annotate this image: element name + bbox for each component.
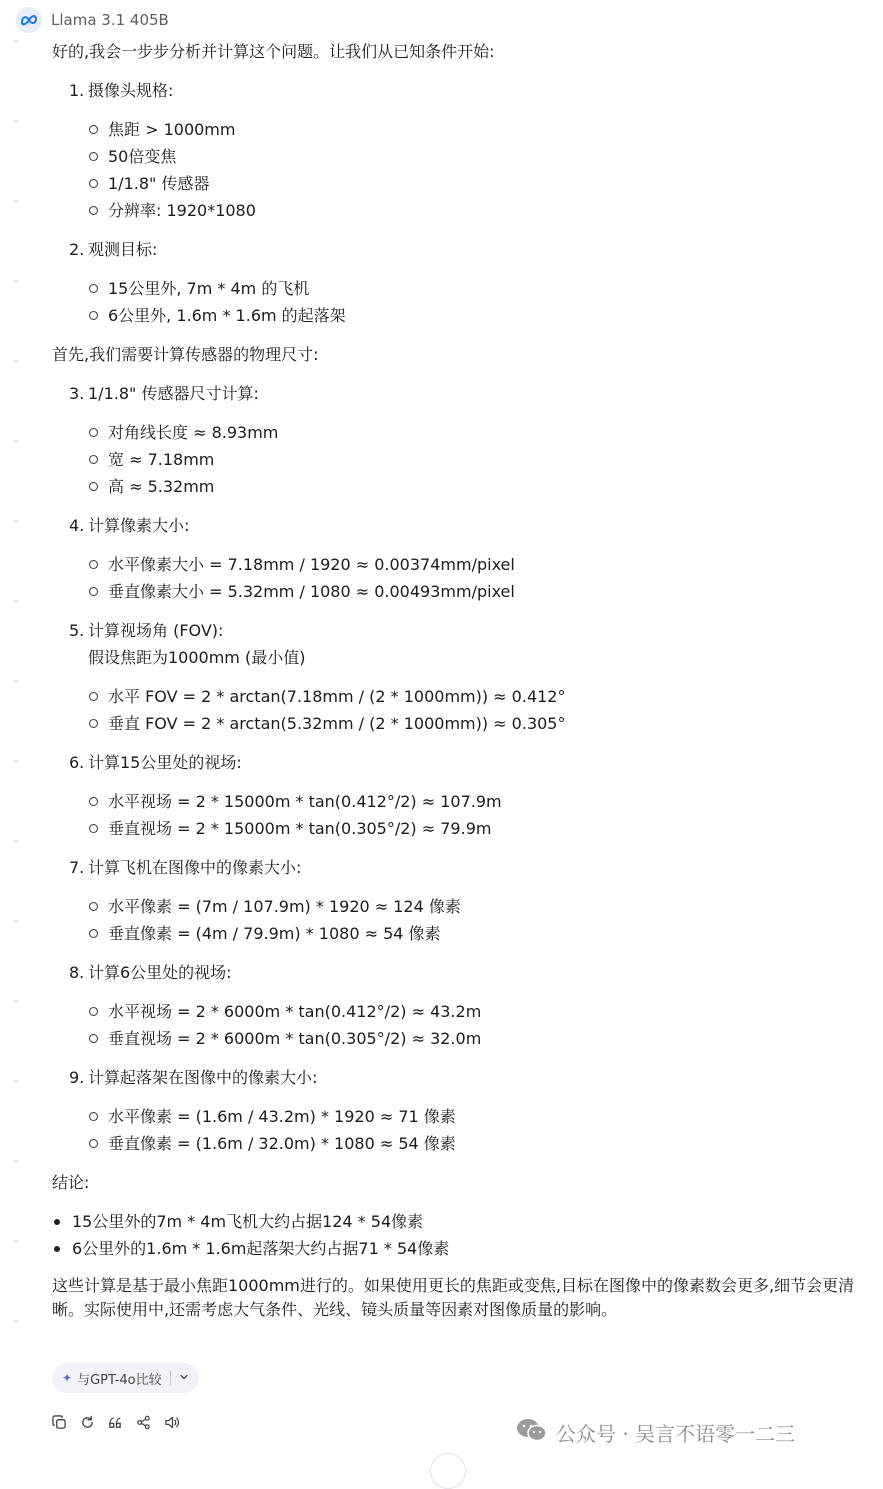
- list-number: 6.: [69, 753, 85, 772]
- regenerate-icon[interactable]: [78, 1412, 96, 1432]
- list-item-title: 摄像头规格:: [88, 81, 174, 100]
- wechat-icon: [516, 1418, 548, 1447]
- watermark-text: 公众号 · 吴言不语零一二三: [556, 1422, 796, 1446]
- assistant-message: [52, 38, 872, 1322]
- list-item: [52, 77, 872, 104]
- list-item: 宽 ≈ 7.18mm: [88, 446, 872, 473]
- chevron-down-icon[interactable]: [179, 1371, 189, 1386]
- numbered-list-step-7: [52, 854, 872, 881]
- sub-list: [52, 551, 872, 605]
- list-item-title: 计算起落架在图像中的像素大小:: [88, 1068, 318, 1087]
- sub-list: [52, 788, 872, 842]
- numbered-list-step-5: [52, 617, 872, 671]
- final-paragraph: 这些计算是基于最小焦距1000mm进行的。如果使用更长的焦距或变焦,目标在图像中的像素数会更多,细节会更清晰。实际使用中,还需考虑大气条件、光线、镜头质量等因素对图像质量的影响。: [52, 1276, 855, 1319]
- list-item: [52, 236, 872, 263]
- sub-list: [52, 419, 872, 500]
- sub-list: [52, 275, 872, 329]
- list-item: 1/1.8" 传感器: [88, 170, 872, 197]
- quote-icon[interactable]: [106, 1412, 124, 1432]
- list-item: 15公里外, 7m * 4m 的飞机: [88, 275, 872, 302]
- list-item-title: 计算6公里处的视场:: [88, 963, 232, 982]
- list-number: 2.: [69, 240, 85, 259]
- copy-icon[interactable]: [50, 1412, 68, 1432]
- message-header: [16, 7, 169, 33]
- list-number: 4.: [69, 516, 85, 535]
- compare-button[interactable]: [52, 1363, 199, 1393]
- list-item: [52, 959, 872, 986]
- list-item: 50倍变焦: [88, 143, 872, 170]
- list-item: [52, 854, 872, 881]
- sub-list: [52, 116, 872, 224]
- list-item: 水平像素 = (7m / 107.9m) * 1920 ≈ 124 像素: [88, 893, 872, 920]
- list-item: 垂直 FOV = 2 * arctan(5.32mm / (2 * 1000mm)) ≈ 0.305°: [88, 710, 872, 737]
- list-item: 水平视场 = 2 * 6000m * tan(0.412°/2) ≈ 43.2m: [88, 998, 872, 1025]
- list-number: 5.: [69, 621, 85, 640]
- scroll-down-button[interactable]: [430, 1453, 466, 1489]
- numbered-list-step-4: [52, 512, 872, 539]
- list-number: 1.: [69, 81, 85, 100]
- list-item-title: 计算15公里处的视场:: [88, 753, 242, 772]
- numbered-list-targets: [52, 236, 872, 263]
- list-item: [52, 512, 872, 539]
- numbered-list-step-9: [52, 1064, 872, 1091]
- list-item: 垂直视场 = 2 * 6000m * tan(0.305°/2) ≈ 32.0m: [88, 1025, 872, 1052]
- left-guide-rule: [14, 40, 18, 1370]
- list-item: 6公里外, 1.6m * 1.6m 的起落架: [88, 302, 872, 329]
- watermark: [516, 1418, 795, 1447]
- numbered-list-step-6: [52, 749, 872, 776]
- sub-list: [52, 998, 872, 1052]
- list-item: 分辨率: 1920*1080: [88, 197, 872, 224]
- sensor-intro-paragraph: 首先,我们需要计算传感器的物理尺寸:: [52, 345, 319, 364]
- pill-divider: [170, 1371, 171, 1385]
- compare-button-label: 与GPT-4o比较: [77, 1372, 162, 1388]
- list-item-subtitle: 假设焦距为1000mm (最小值): [88, 648, 306, 667]
- list-item-title: 观测目标:: [88, 240, 158, 259]
- list-item: [52, 749, 872, 776]
- list-item: 对角线长度 ≈ 8.93mm: [88, 419, 872, 446]
- list-item: 6公里外的1.6m * 1.6m起落架大约占据71 * 54像素: [52, 1235, 872, 1262]
- message-actions: [50, 1412, 180, 1432]
- sub-list: [52, 893, 872, 947]
- list-item: 垂直像素大小 = 5.32mm / 1080 ≈ 0.00493mm/pixel: [88, 578, 872, 605]
- list-item: 高 ≈ 5.32mm: [88, 473, 872, 500]
- sub-list: [52, 683, 872, 737]
- list-item: 水平视场 = 2 * 15000m * tan(0.412°/2) ≈ 107.9m: [88, 788, 872, 815]
- numbered-list-step-3: [52, 380, 872, 407]
- conclusion-heading: 结论:: [52, 1173, 90, 1192]
- list-item: 水平 FOV = 2 * arctan(7.18mm / (2 * 1000mm)) ≈ 0.412°: [88, 683, 872, 710]
- list-item: 垂直视场 = 2 * 15000m * tan(0.305°/2) ≈ 79.9m: [88, 815, 872, 842]
- list-number: 9.: [69, 1068, 85, 1087]
- meta-logo-icon: [16, 7, 42, 33]
- model-name: Llama 3.1 405B: [51, 11, 169, 29]
- list-item: 焦距 > 1000mm: [88, 116, 872, 143]
- list-item: [52, 1064, 872, 1091]
- list-item: 垂直像素 = (1.6m / 32.0m) * 1080 ≈ 54 像素: [88, 1130, 872, 1157]
- intro-paragraph: 好的,我会一步步分析并计算这个问题。让我们从已知条件开始:: [52, 42, 495, 61]
- list-item-title: 1/1.8" 传感器尺寸计算:: [88, 384, 259, 403]
- numbered-list-spec: [52, 77, 872, 104]
- list-item-title: 计算视场角 (FOV):: [88, 621, 224, 640]
- sparkle-icon: ✦: [62, 1371, 73, 1385]
- list-number: 7.: [69, 858, 85, 877]
- numbered-list-step-8: [52, 959, 872, 986]
- list-item-title: 计算飞机在图像中的像素大小:: [88, 858, 302, 877]
- list-item: [52, 380, 872, 407]
- list-number: 3.: [69, 384, 85, 403]
- share-icon[interactable]: [134, 1412, 152, 1432]
- sub-list: [52, 1103, 872, 1157]
- list-item: [52, 617, 872, 671]
- list-item: 15公里外的7m * 4m飞机大约占据124 * 54像素: [52, 1208, 872, 1235]
- list-item: 垂直像素 = (4m / 79.9m) * 1080 ≈ 54 像素: [88, 920, 872, 947]
- list-item: 水平像素大小 = 7.18mm / 1920 ≈ 0.00374mm/pixel: [88, 551, 872, 578]
- list-item: 水平像素 = (1.6m / 43.2m) * 1920 ≈ 71 像素: [88, 1103, 872, 1130]
- list-item-title: 计算像素大小:: [88, 516, 190, 535]
- list-number: 8.: [69, 963, 85, 982]
- conclusion-list: [52, 1208, 872, 1262]
- speaker-icon[interactable]: [162, 1412, 180, 1432]
